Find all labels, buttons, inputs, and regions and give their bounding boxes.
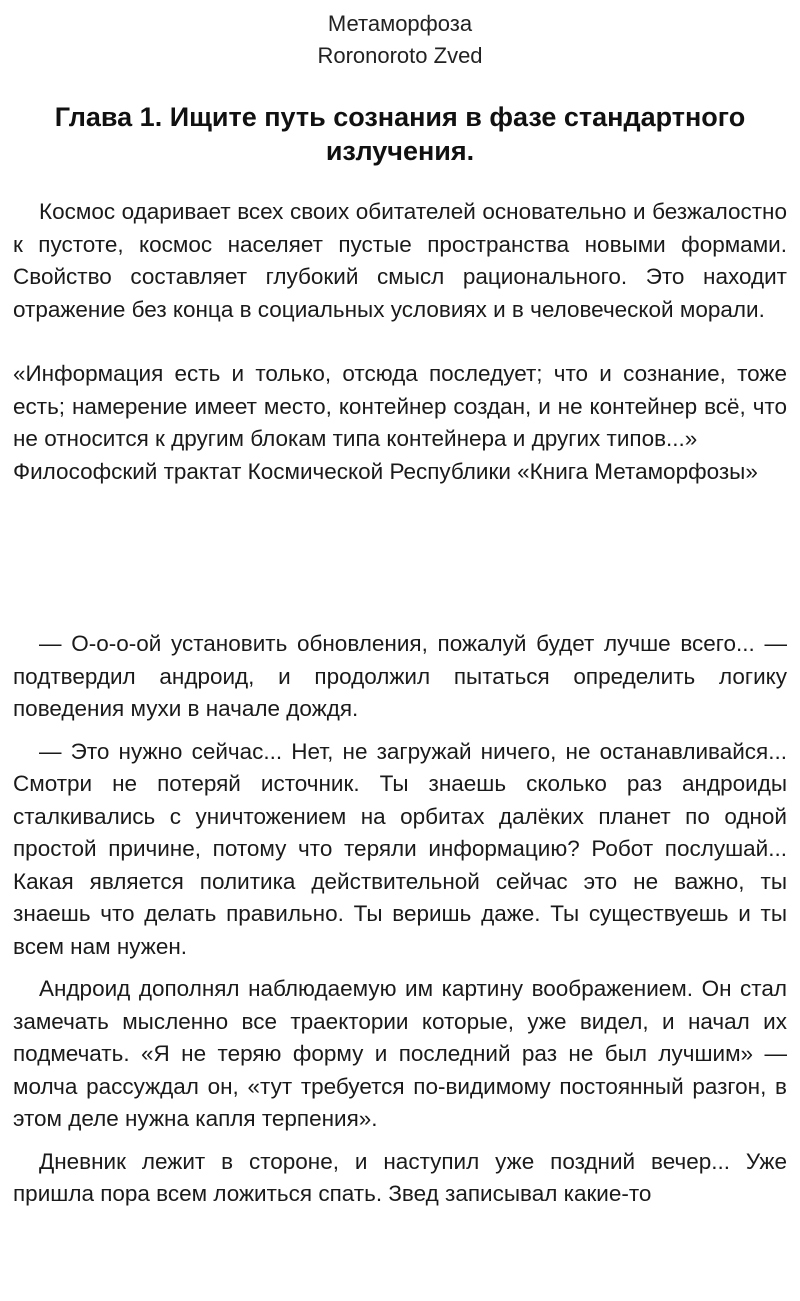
book-title: Метаморфоза [327,11,473,36]
paragraph-narrative-2: Дневник лежит в стороне, и наступил уже поздний вечер... Уже пришла пора всем ложиться спать. Звед записывал какие-то [13,1148,787,1206]
paragraph-narrative-1: Андроид дополнял наблюдаемую им картину воображением. Он стал замечать мысленно все траектории которые, уже видел, и начал их подмечать. «Я не теряю форму и последний раз не был лучшим» — молча рассуждал он, «тут требуется по-видимому постоянный разгон, в этом деле нужна капля терпения». [13,976,787,1131]
paragraph-dialogue-2: — Это нужно сейчас... Нет, не загружай ничего, не останавливайся... Смотри не потеряй источник. Ты знаешь сколько раз андроиды сталкивались с уничтожением на орбитах далёких планет по одной простой причине, потому что теряли информацию? Робот послушай... Какая является политика действительной сейчас это не важно, ты знаешь что делать правильно. Ты веришь даже. Ты существуешь и ты всем нам нужен. [13,738,787,959]
paragraph-dialogue-1: — О-о-о-ой установить обновления, пожалуй будет лучше всего... — подтвердил андроид, и продолжил пытаться определить логику поведения мухи в начале дождя. [13,631,787,721]
blank-line [13,326,787,358]
paragraph-intro: Космос одаривает всех своих обитателей основательно и безжалостно к пустоте, космос населяет пустые пространства новыми формами. Свойство составляет глубокий смысл рационального. Это находит отражение без конца в социальных условиях и в человеческой морали. [13,199,787,322]
reader-page[interactable] [13,0,787,1211]
chapter-title: Глава 1. Ищите путь сознания в фазе стандартного излучения. [54,102,746,166]
section-spacer [13,488,787,628]
epigraph-source: Философский трактат Космической Республики «Книга Метаморфозы» [13,458,758,484]
epigraph-quote: «Информация есть и только, отсюда последует; что и сознание, тоже есть; намерение имеет место, контейнер создан, и не контейнер всё, что не относится к другим блокам типа контейнера и других типов...» [13,361,787,451]
book-author: Roronoroto Zved [317,43,483,68]
